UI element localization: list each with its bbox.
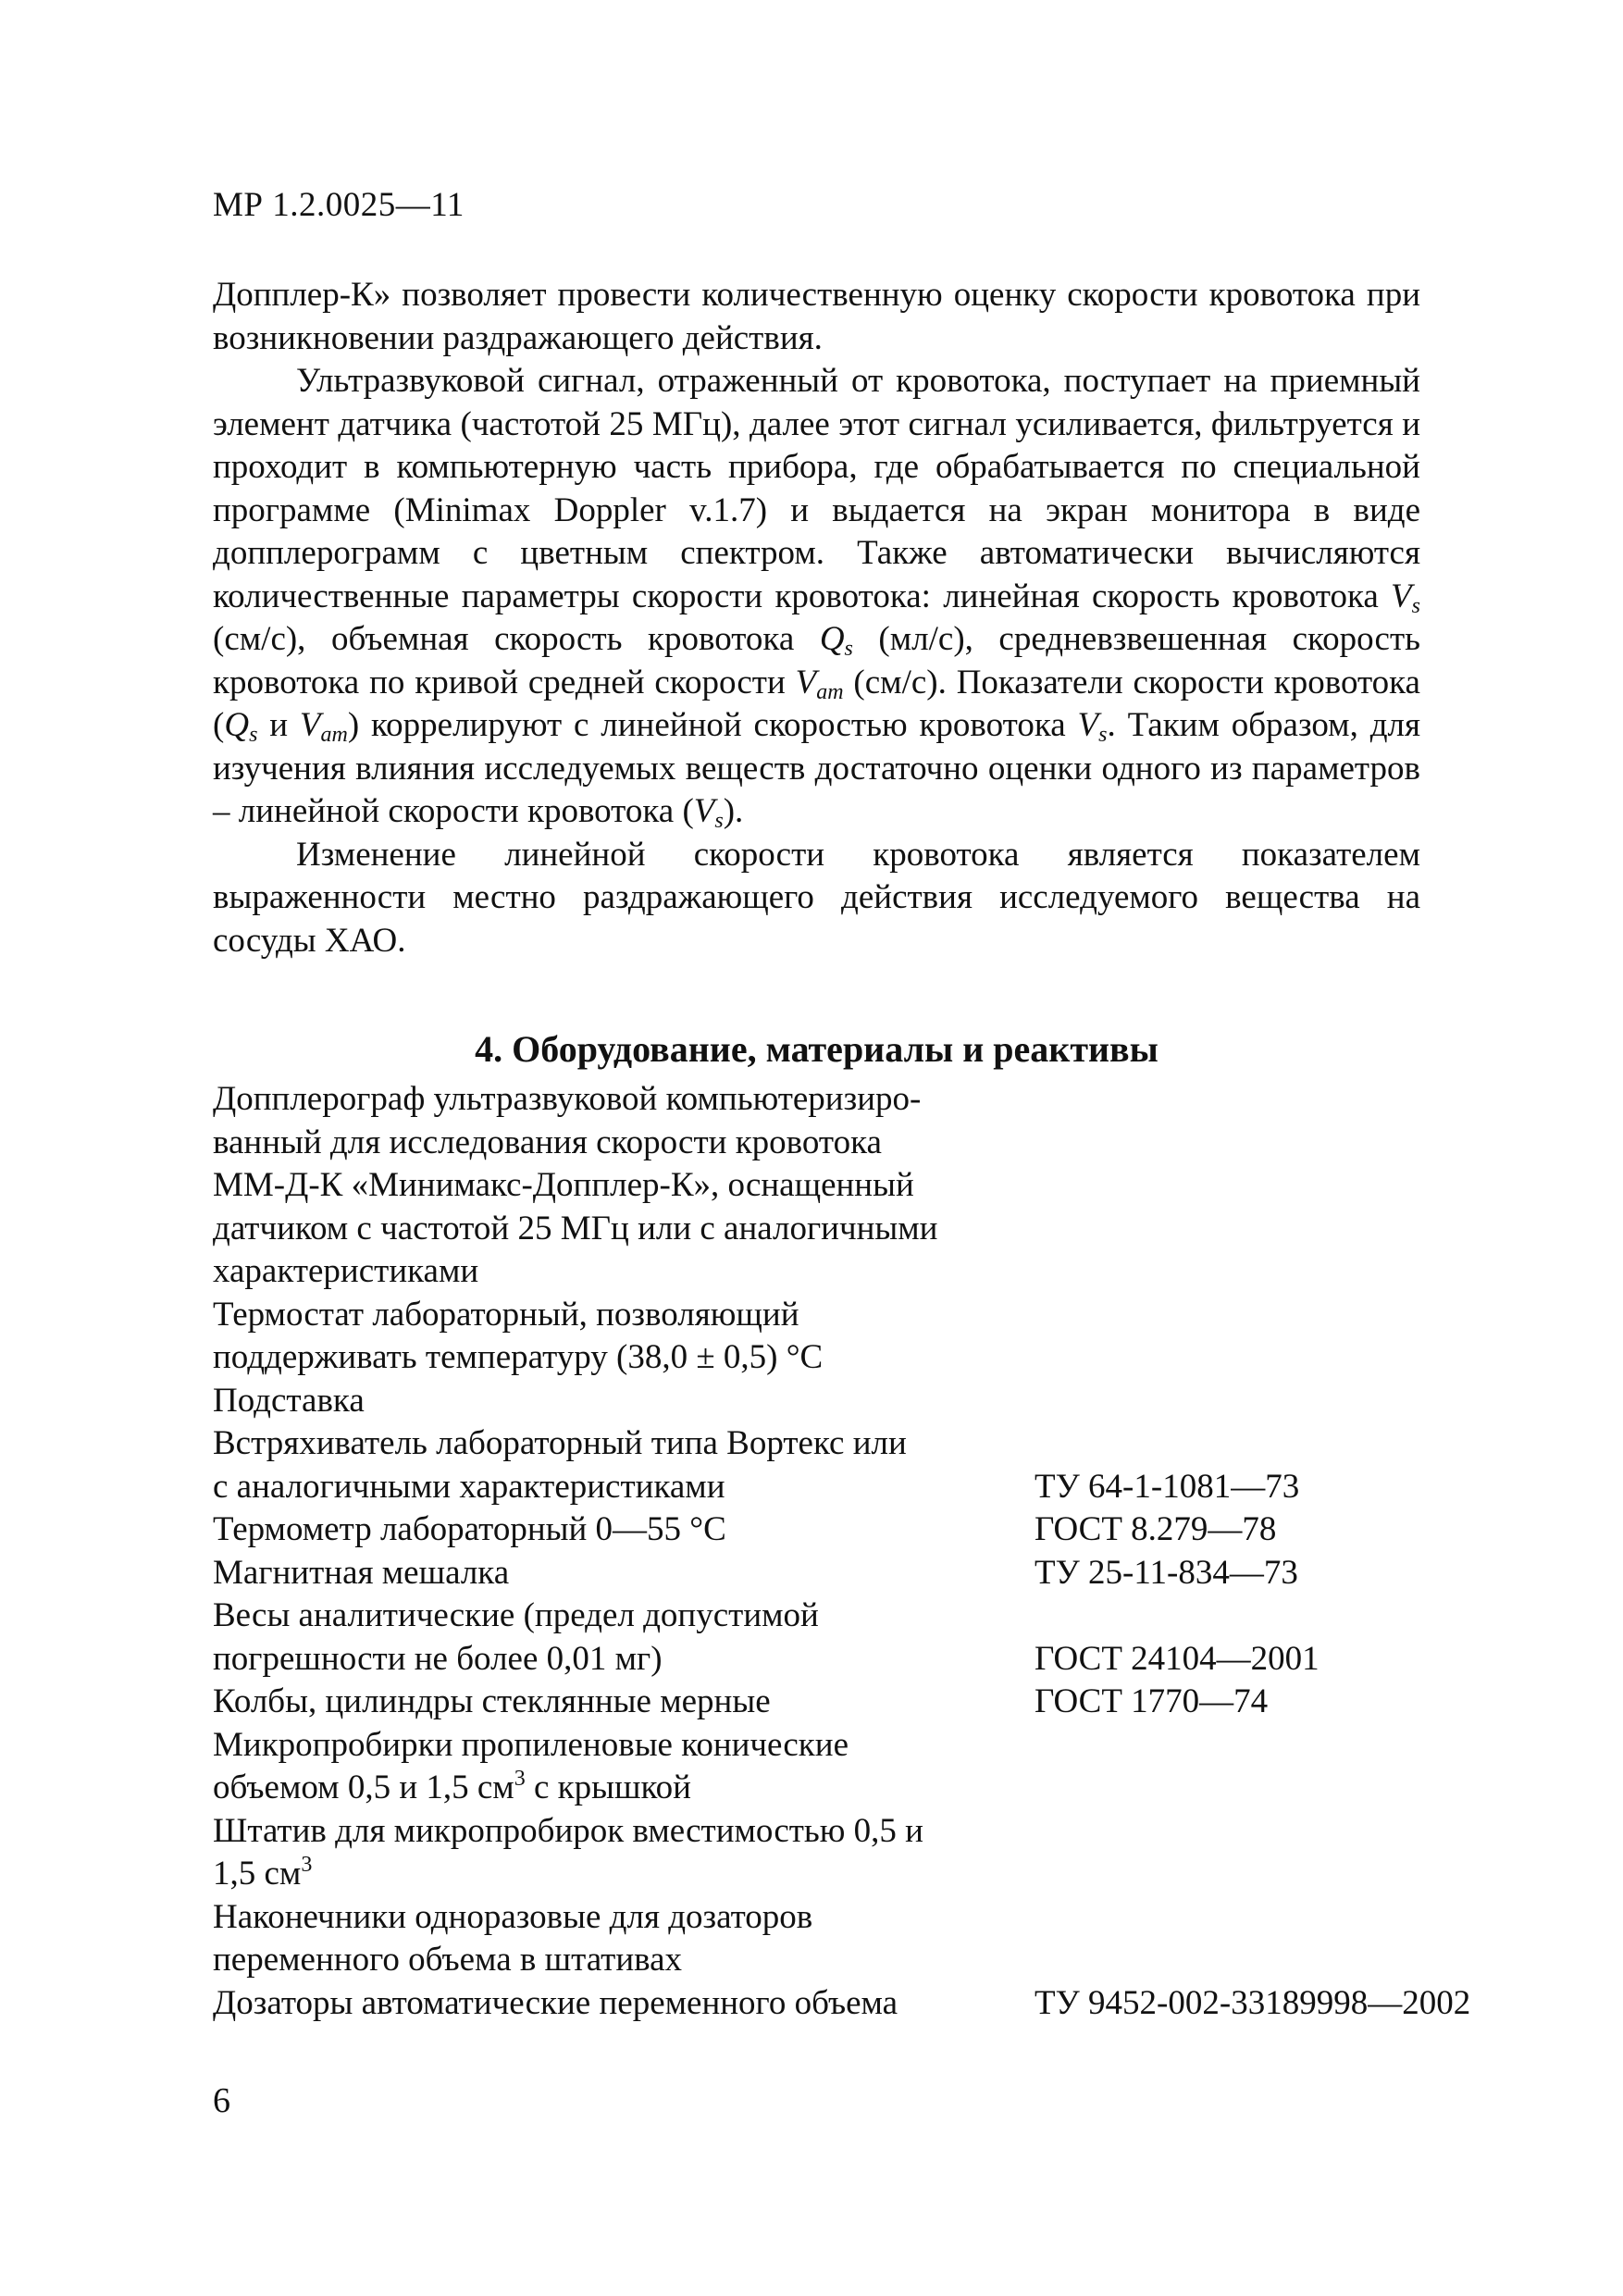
equipment-name-line: Термометр лабораторный 0—55 °С [213,1510,726,1548]
equipment-name-line: Наконечники одноразовые для дозаторов [213,1897,813,1936]
equipment-name-line: ванный для исследования скорости кровотока [213,1123,882,1161]
equipment-item [213,1552,1490,1595]
equipment-name-line: Колбы, цилиндры стеклянные мерные [213,1682,771,1720]
equipment-list [213,1078,1490,2025]
equipment-item [213,1810,1490,1896]
paragraph-2-text-1: Ультразвуковой сигнал, отраженный от кровотока, поступает на приемный элемент датчика (частотой 25 МГц), далее этот сигнал усиливается, фильтруется и проходит в компьютерную часть прибора, где обрабатывается по специальной программе (Minimax Doppler v.1.7) и выдается на экран монитора в виде допплерограмм с цветным спектром. Также автоматически вычисляются количественные параметры скорости кровотока: линейная скорость кровотока [213,362,1420,615]
equipment-name-line: с аналогичными характеристиками [213,1467,725,1506]
equipment-name-line: ММ-Д-К «Минимакс-Допплер-К», оснащенный [213,1166,914,1204]
document-code-header: МР 1.2.0025—11 [213,186,465,224]
equipment-name-line: Весы аналитические (предел допустимой [213,1596,819,1634]
equipment-name-line: Магнитная мешалка [213,1553,510,1592]
equipment-name-line: Встряхиватель лабораторный типа Вортекс или [213,1424,907,1462]
paragraph-1: Допплер-К» позволяет провести количественную оценку скорости кровотока при возникновении раздражающего действия. [213,276,1420,357]
paragraph-2-text-6: ) коррелируют с линейной скоростью кровотока [347,706,1078,744]
equipment-item [213,1896,1490,1982]
equipment-name-line: погрешности не более 0,01 мг) [213,1639,663,1678]
equipment-name-line: переменного объема в штативах [213,1941,683,1979]
paragraph-2-text-3: (мл/с), средневзвешенная скорость кровотока по кривой средней скорости [213,620,1420,701]
body-text [213,274,1420,962]
equipment-name-line: датчиком с частотой 25 МГц или с аналогичными [213,1209,938,1247]
variable-vam: $V_{am}$ [299,706,348,747]
paragraph-2-text-8: ). [723,792,744,830]
equipment-item [213,1380,1490,1423]
equipment-standard: ТУ 64-1-1081—73 [1035,1467,1300,1506]
page-number: 6 [213,2081,230,2120]
equipment-standard: ГОСТ 8.279—78 [1035,1510,1277,1548]
equipment-name-line: Дозаторы автоматические переменного объема [213,1983,898,2022]
equipment-item [213,1508,1490,1552]
equipment-name-line: характеристиками [213,1252,479,1290]
equipment-standard: ТУ 9452-002-33189998—2002 [1035,1983,1471,2022]
equipment-name-line: Микропробирки пропиленовые конические [213,1725,849,1764]
paragraph-2-text-7: . Таким образом, для изучения влияния исследуемых веществ достаточно оценки одного из параметров – линейной скорости кровотока ( [213,706,1420,830]
equipment-name-line: поддерживать температуру (38,0 ± 0,5) °С [213,1338,824,1376]
paragraph-2-text-2: (см/с), объемная скорость кровотока [213,620,820,658]
equipment-name-line: Штатив для микропробирок вместимостью 0,5 и [213,1811,923,1850]
equipment-item [213,1422,1490,1508]
paragraph-2-text-5: и [257,706,300,744]
equipment-standard: ГОСТ 24104—2001 [1035,1639,1319,1678]
variable-qs: $Q_s$ [819,620,853,661]
equipment-item [213,1294,1490,1380]
equipment-item [213,1724,1490,1810]
equipment-item [213,1982,1490,2026]
variable-vs: $V_s$ [693,792,724,833]
paragraph-2 [213,360,1420,834]
equipment-name-line: 1,5 $см^3$ [213,1853,313,1893]
equipment-name-line: Подставка [213,1381,365,1420]
paragraph-3: Изменение линейной скорости кровотока является показателем выраженности местно раздражающего действия исследуемого вещества на сосуды ХАО. [213,835,1420,960]
equipment-name-line: объемом 0,5 и 1,5 $см^3$ с крышкой [213,1767,691,1806]
equipment-item [213,1595,1490,1681]
variable-vs: $V_s$ [1391,577,1420,618]
paragraph-2-text-4: (см/с). Показатели скорости кровотока ( [213,663,1420,744]
variable-vam: $V_{am}$ [795,663,844,704]
variable-qs: $Q_s$ [224,706,258,747]
equipment-name-line: Термостат лабораторный, позволяющий [213,1295,799,1334]
equipment-item [213,1681,1490,1724]
section-heading: 4. Оборудование, материалы и реактивы [475,1028,1158,1070]
equipment-name-line: Допплерограф ультразвуковой компьютеризиро- [213,1080,922,1118]
equipment-item [213,1078,1490,1294]
equipment-standard: ТУ 25-11-834—73 [1035,1553,1298,1592]
equipment-standard: ГОСТ 1770—74 [1035,1682,1269,1720]
variable-vs: $V_s$ [1077,706,1108,747]
